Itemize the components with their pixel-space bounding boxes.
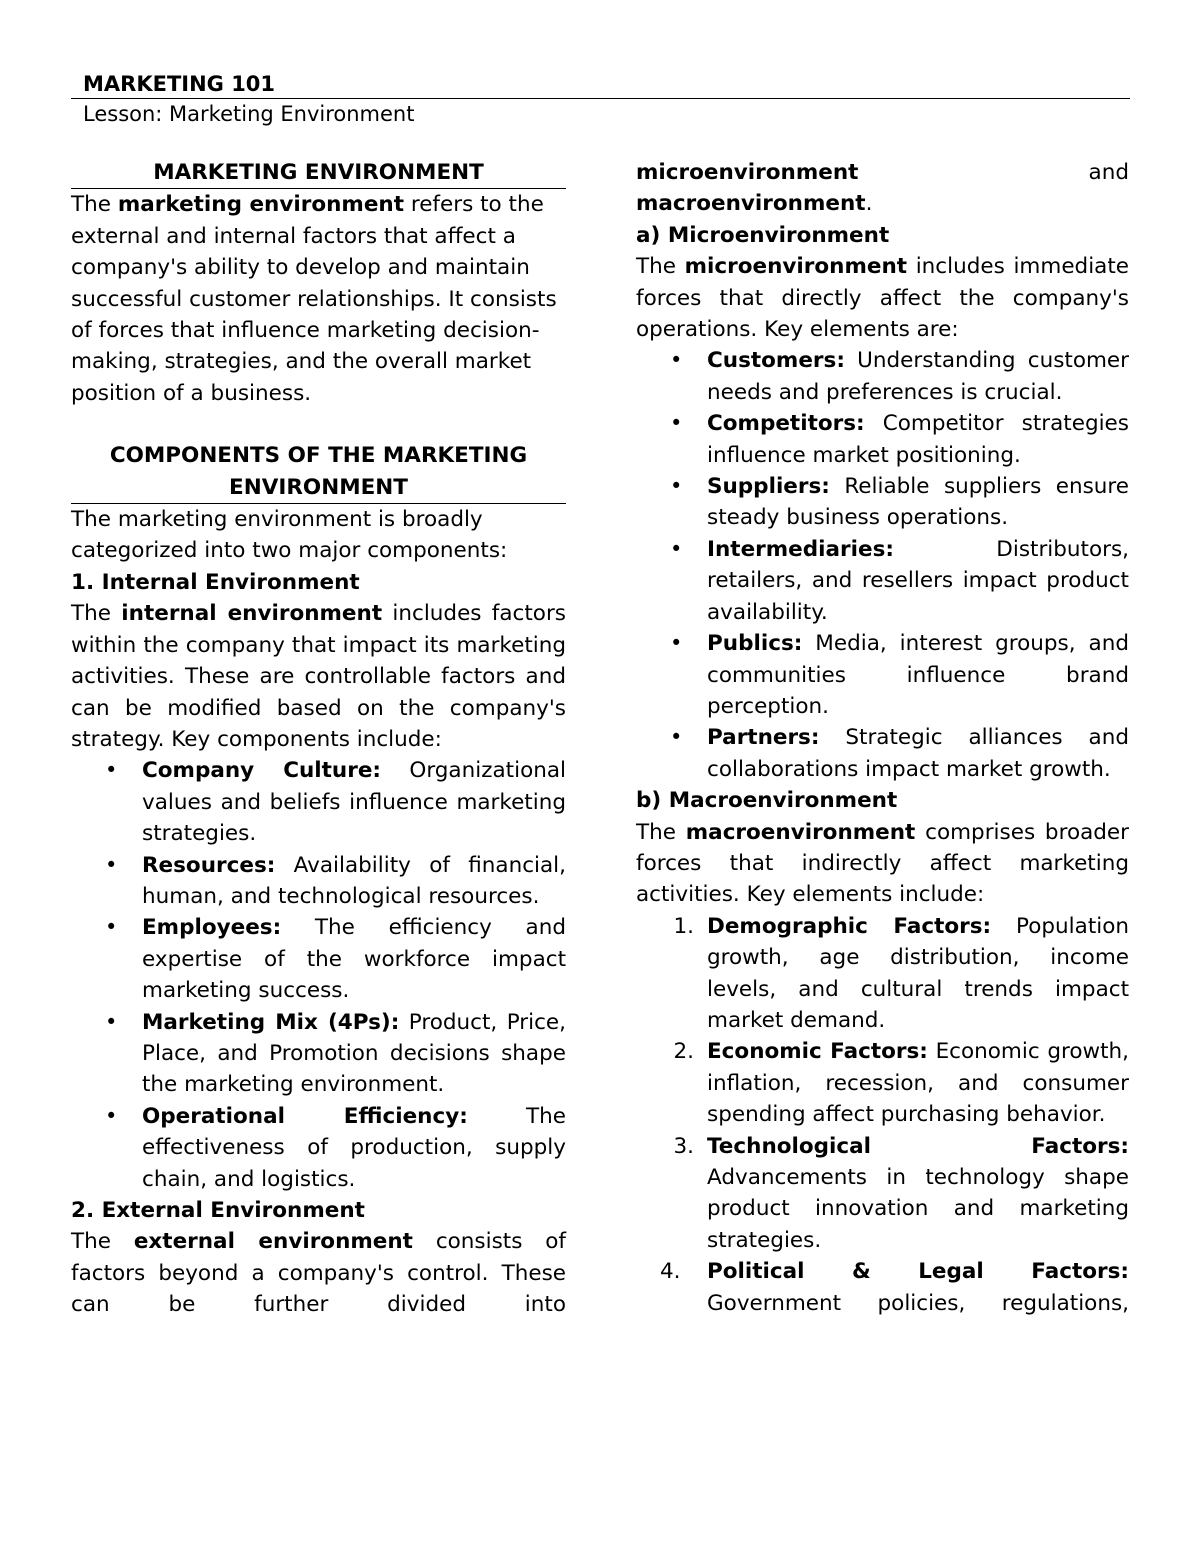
text-run: refers to the external and internal factors that affect a company's ability to develop and maintain successful customer relationships. It consists of forces that influence marketing decision-making, strategies, and the overall market position of a business. — [71, 192, 557, 406]
key-term: external environment — [133, 1229, 413, 1255]
bullet-icon: • — [670, 536, 683, 561]
list-item — [71, 1101, 566, 1195]
macroenvironment-list — [636, 911, 1129, 1319]
item-term: Demographic Factors: — [707, 913, 992, 939]
item-text: Distributors, retailers, and resellers impact product availability. — [707, 536, 1129, 625]
macroenvironment-paragraph — [636, 817, 1129, 911]
item-text: The effectiveness of production, supply chain, and logistics. — [142, 1103, 566, 1192]
item-text: Population growth, age distribution, income levels, and cultural trends impact market demand. — [707, 913, 1129, 1033]
item-text: Reliable suppliers ensure steady business operations. — [707, 474, 1129, 531]
item-text: Government policies, regulations, — [707, 1290, 1129, 1316]
list-item — [71, 755, 566, 849]
continuation-line — [636, 157, 1129, 188]
list-item — [636, 1036, 1129, 1130]
spacer — [71, 409, 566, 440]
item-term: Customers: — [707, 348, 845, 374]
text-run: The — [71, 601, 122, 627]
item-term: Employees: — [142, 915, 282, 941]
item-text: Strategic alliances and collaborations impact market growth. — [707, 725, 1129, 782]
list-item — [636, 1256, 1129, 1319]
item-term: Technological Factors: — [707, 1133, 1129, 1159]
text-run: The — [71, 1229, 134, 1255]
left-column — [71, 157, 566, 1321]
lesson-title: Lesson: Marketing Environment — [83, 102, 415, 126]
item-term: Resources: — [142, 852, 276, 878]
item-number: 2. — [673, 1039, 694, 1065]
list-item — [636, 471, 1129, 534]
item-term: Suppliers: — [707, 474, 830, 500]
microenvironment-heading: a) Microenvironment — [636, 222, 890, 248]
key-term: macroenvironment — [685, 819, 916, 845]
components-intro: The marketing environment is broadly categorized into two major components: — [71, 507, 508, 564]
list-item — [71, 912, 566, 1006]
external-environment-paragraph — [71, 1226, 566, 1320]
bullet-icon: • — [105, 1009, 118, 1034]
bullet-icon: • — [105, 758, 118, 783]
course-title: MARKETING 101 — [83, 72, 276, 96]
section-title-components: COMPONENTS OF THE MARKETING ENVIRONMENT — [71, 440, 566, 504]
text-run: . — [865, 191, 873, 217]
list-item — [636, 722, 1129, 785]
item-term: Partners: — [707, 725, 820, 751]
item-term: Marketing Mix (4Ps): — [142, 1009, 400, 1035]
right-column — [636, 157, 1129, 1319]
list-item — [636, 1131, 1129, 1257]
item-text: Understanding customer needs and preferences is crucial. — [707, 348, 1129, 405]
item-term: Competitors: — [707, 411, 865, 437]
internal-environment-paragraph — [71, 598, 566, 755]
item-text: Economic growth, inflation, recession, and consumer spending affect purchasing behavior. — [707, 1039, 1129, 1128]
list-item — [71, 850, 566, 913]
microenvironment-list — [636, 345, 1129, 785]
item-text: The efficiency and expertise of the workforce impact marketing success. — [142, 915, 566, 1004]
list-item — [71, 1007, 566, 1101]
bullet-icon: • — [670, 631, 683, 656]
item-number: 3. — [673, 1133, 694, 1159]
text-run: includes immediate forces that directly affect the company's operations. Key elements are: — [636, 254, 1129, 343]
section-title-marketing-environment: MARKETING ENVIRONMENT — [71, 157, 566, 189]
bullet-icon: • — [105, 915, 118, 940]
text-run: comprises broader forces that indirectly affect marketing activities. Key elements include: — [636, 819, 1129, 908]
macroenvironment-heading: b) Macroenvironment — [636, 788, 898, 814]
key-term: internal environment — [121, 601, 383, 627]
internal-environment-heading: 1. Internal Environment — [71, 569, 360, 595]
text-run: includes factors within the company that impact its marketing activities. These are controllable factors and can be modified based on the company's strategy. Key components include: — [71, 601, 566, 752]
list-item — [636, 408, 1129, 471]
item-text: Product, Price, Place, and Promotion decisions shape the marketing environment. — [142, 1009, 566, 1098]
bullet-icon: • — [105, 1103, 118, 1128]
bullet-icon: • — [670, 474, 683, 499]
text-run: The — [636, 819, 686, 845]
bullet-icon: • — [105, 852, 118, 877]
item-number: 1. — [673, 913, 694, 939]
external-environment-heading: 2. External Environment — [71, 1198, 365, 1223]
text-run: The — [636, 254, 685, 280]
continuation-end — [636, 188, 1129, 219]
list-item — [636, 911, 1129, 1037]
item-term: Operational Efficiency: — [142, 1103, 468, 1129]
internal-components-list — [71, 755, 566, 1195]
bullet-icon: • — [670, 725, 683, 750]
bullet-icon: • — [670, 411, 683, 436]
microenvironment-paragraph — [636, 251, 1129, 345]
item-number: 4. — [660, 1259, 681, 1285]
text-run: consists of factors beyond a company's control. These can be further divided into — [71, 1229, 566, 1318]
list-item — [636, 628, 1129, 722]
key-term: microenvironment — [684, 254, 908, 280]
page-header — [71, 70, 1130, 129]
bullet-icon: • — [670, 348, 683, 373]
text-run: and — [1088, 160, 1129, 185]
item-text: Competitor strategies influence market positioning. — [707, 411, 1129, 468]
list-item — [636, 345, 1129, 408]
definition-paragraph — [71, 189, 566, 409]
item-text: Organizational values and beliefs influence marketing strategies. — [142, 758, 567, 847]
item-text: Availability of financial, human, and technological resources. — [142, 852, 566, 909]
key-term: microenvironment — [636, 160, 859, 185]
item-term: Publics: — [707, 631, 803, 657]
item-term: Political & Legal Factors: — [707, 1259, 1129, 1285]
item-term: Company Culture: — [142, 758, 382, 784]
item-text: Advancements in technology shape product innovation and marketing strategies. — [707, 1165, 1129, 1253]
key-term: marketing environment — [117, 192, 404, 218]
list-item — [636, 534, 1129, 628]
item-text: Media, interest groups, and communities influence brand perception. — [707, 631, 1129, 719]
key-term: macroenvironment — [636, 191, 866, 217]
text-run: The — [71, 192, 118, 218]
item-term: Intermediaries: — [707, 536, 894, 562]
item-term: Economic Factors: — [707, 1039, 928, 1065]
